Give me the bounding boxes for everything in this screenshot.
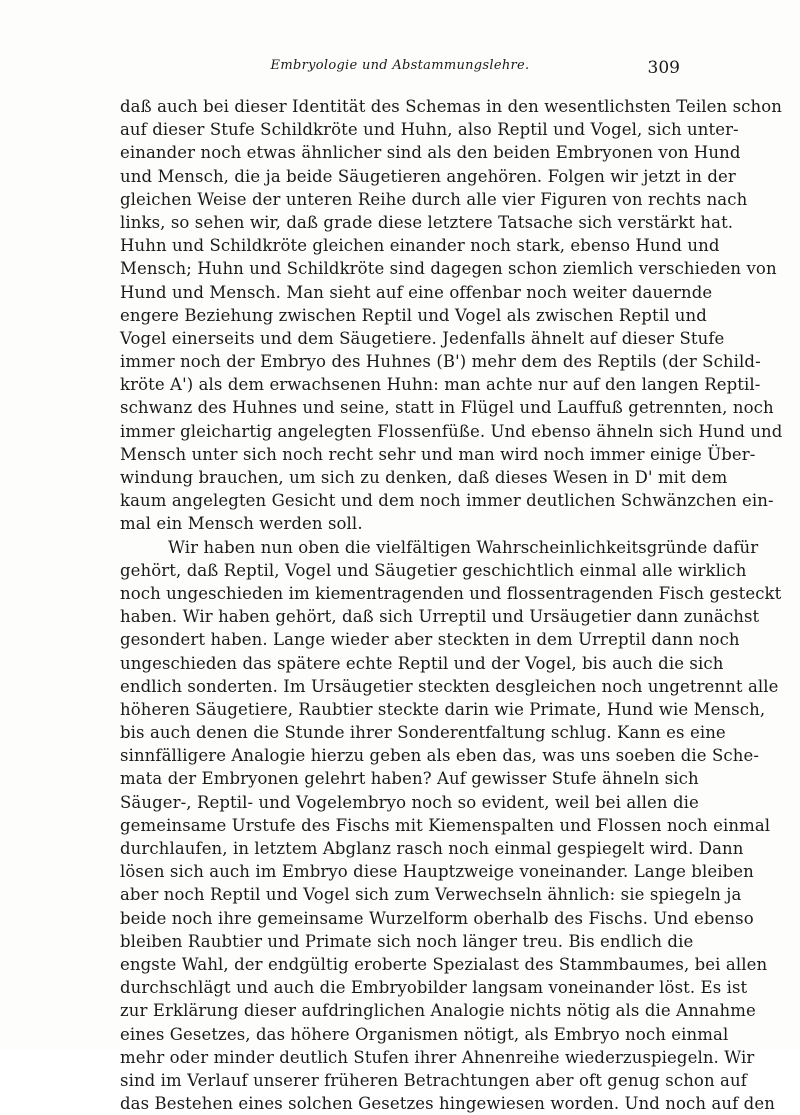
paragraph [120,95,783,536]
text-line: durchschlägt und auch die Embryobilder langsam voneinander löst. Es ist [120,978,748,998]
text-line: gehört, daß Reptil, Vogel und Säugetier geschichtlich einmal alle wirklich [120,560,747,580]
text-line: noch ungeschieden im kiementragenden und flossentragenden Fisch gesteckt [120,583,782,603]
text-line: eines Gesetzes, das höhere Organismen nötigt, als Embryo noch einmal [120,1024,729,1044]
text-line: Mensch unter sich noch recht sehr und man wird noch immer einige Über- [120,444,756,464]
body-text [120,95,783,1115]
text-line: endlich sonderten. Im Ursäugetier steckten desgleichen noch ungetrennt alle [120,676,779,696]
text-line: windung brauchen, um sich zu denken, daß dieses Wesen in D' mit dem [120,468,728,487]
text-line: kröte A') als dem erwachsenen Huhn: man achte nur auf den langen Reptil- [120,375,761,395]
text-line: Wir haben nun oben die vielfältigen Wahrscheinlichkeitsgründe dafür [168,537,759,557]
text-line: daß auch bei dieser Identität des Schemas in den wesentlichsten Teilen schon [120,97,783,116]
text-line: zur Erklärung dieser aufdringlichen Analogie nichts nötig als die Annahme [120,1001,756,1021]
text-line: gemeinsame Urstufe des Fischs mit Kiemenspalten und Flossen noch einmal [120,815,771,835]
text-line: das Bestehen eines solchen Gesetzes hingewiesen worden. Und noch auf den [120,1094,775,1114]
text-line: Vogel einerseits und dem Säugetiere. Jedenfalls ähnelt auf dieser Stufe [120,328,725,348]
text-line: immer gleichartig angelegten Flossenfüße. Und ebenso ähneln sich Hund und [120,421,783,441]
text-line: mehr oder minder deutlich Stufen ihrer Ahnenreihe wiederzuspiegeln. Wir [120,1047,755,1067]
text-line: auf dieser Stufe Schildkröte und Huhn, also Reptil und Vogel, sich unter- [120,120,739,140]
paragraph [120,536,782,1115]
text-line: gleichen Weise der unteren Reihe durch alle vier Figuren von rechts nach [120,189,748,209]
text-line: kaum angelegten Gesicht und dem noch immer deutlichen Schwänzchen ein- [120,491,774,511]
text-line: mal ein Mensch werden soll. [120,514,363,534]
text-line: höheren Säugetiere, Raubtier steckte darin wie Primate, Hund wie Mensch, [120,699,766,719]
text-line: immer noch der Embryo des Huhnes (B') mehr dem des Reptils (der Schild- [120,352,761,372]
page-number: 309 [647,58,680,78]
text-line: Hund und Mensch. Man sieht auf eine offenbar noch weiter dauernde [120,282,713,302]
text-line: links, so sehen wir, daß grade diese letztere Tatsache sich verstärkt hat. [120,212,734,232]
text-line: haben. Wir haben gehört, daß sich Urreptil und Ursäugetier dann zunächst [120,607,760,627]
text-line: schwanz des Huhnes und seine, statt in Flügel und Lauffuß getrennten, noch [120,398,774,418]
text-line: und Mensch, die ja beide Säugetieren angehören. Folgen wir jetzt in der [120,166,736,186]
text-line: gesondert haben. Lange wieder aber steckten in dem Urreptil dann noch [120,630,740,650]
text-line: sind im Verlauf unserer früheren Betrachtungen aber oft genug schon auf [120,1070,747,1090]
text-line: Mensch; Huhn und Schildkröte sind dagegen schon ziemlich verschieden von [120,259,777,279]
text-line: aber noch Reptil und Vogel sich zum Verwechseln ähnlich: sie spiegeln ja [120,885,742,905]
text-line: einander noch etwas ähnlicher sind als den beiden Embryonen von Hund [120,143,741,163]
text-line: engste Wahl, der endgültig eroberte Spezialast des Stammbaumes, bei allen [120,954,768,974]
text-line: ungeschieden das spätere echte Reptil und der Vogel, bis auch die sich [120,653,724,673]
text-line: mata der Embryonen gelehrt haben? Auf gewisser Stufe ähneln sich [120,769,699,789]
text-line: bis auch denen die Stunde ihrer Sonderentfaltung schlug. Kann es eine [120,723,726,743]
text-line: Säuger-, Reptil- und Vogelembryo noch so evident, weil bei allen die [120,792,699,812]
text-line: Huhn und Schildkröte gleichen einander noch stark, ebenso Hund und [120,236,720,256]
text-line: durchlaufen, in letztem Abglanz rasch noch einmal gespiegelt wird. Dann [120,839,744,858]
text-line: beide noch ihre gemeinsame Wurzelform oberhalb des Fischs. Und ebenso [120,908,754,928]
text-line: lösen sich auch im Embryo diese Hauptzweige voneinander. Lange bleiben [120,862,754,882]
running-head: Embryologie und Abstammungslehre. [270,58,530,73]
text-line: bleiben Raubtier und Primate sich noch länger treu. Bis endlich die [120,931,694,951]
text-line: engere Beziehung zwischen Reptil und Vogel als zwischen Reptil und [120,305,707,325]
text-line: sinnfälligere Analogie hierzu geben als eben das, was uns soeben die Sche- [120,746,759,766]
page-header [120,58,680,80]
